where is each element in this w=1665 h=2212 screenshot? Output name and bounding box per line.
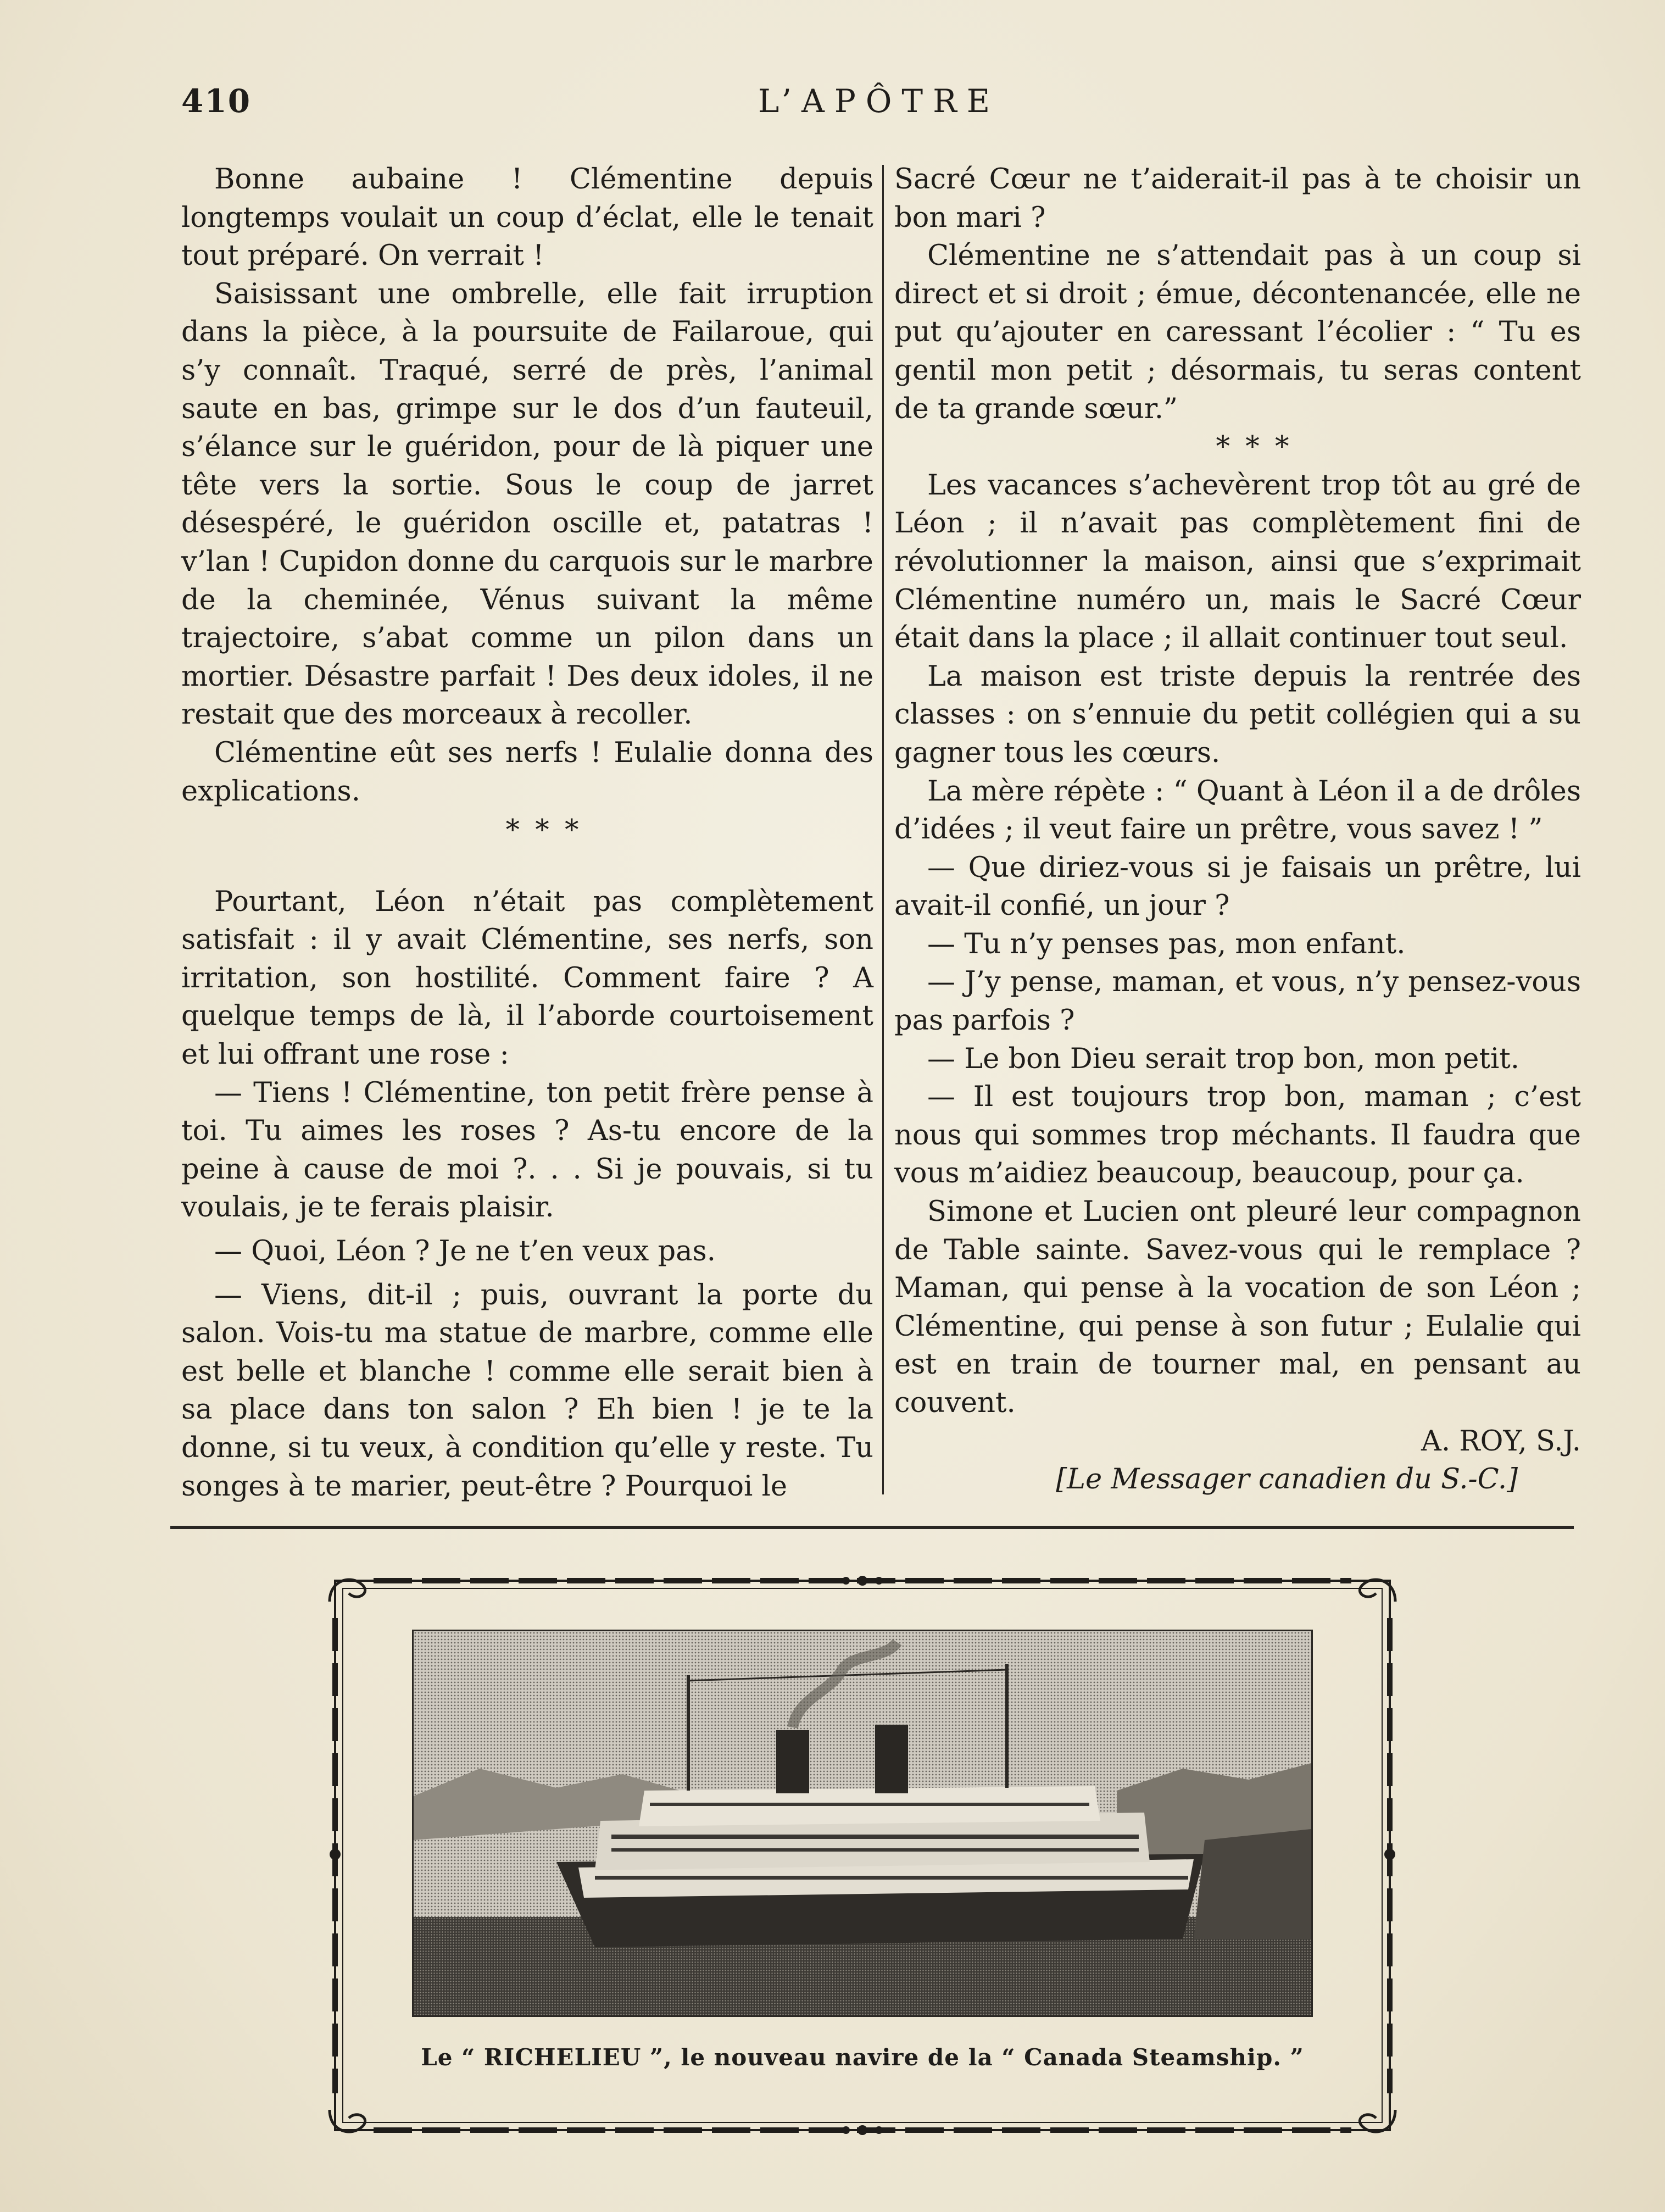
- paragraph: Clémentine eût ses nerfs ! Eulalie donna des explications.: [181, 736, 873, 808]
- paragraph: La mère répète : “ Quant à Léon il a de drôles d’idées ; il veut faire un prêtre, vous savez ! ”: [894, 775, 1581, 846]
- paragraph: — Viens, dit-il ; puis, ouvrant la porte du salon. Vois-tu ma statue de marbre, comme elle est belle et blanche ! comme elle serait bien à sa place dans ton salon ? Eh bien ! je te la donne, si tu veux, à condition qu’elle y reste. Tu songes à te marier, peut-être ? Pourquoi le: [181, 1279, 873, 1503]
- page-number: 410: [181, 82, 252, 120]
- paragraph: Sacré Cœur ne t’aiderait-il pas à te choisir un bon mari ?: [894, 163, 1581, 234]
- paragraph: Clémentine ne s’attendait pas à un coup si direct et si droit ; émue, décontenancée, elle ne put qu’ajouter en caressant l’écolier : “ Tu es gentil mon petit ; désormais, tu seras content de ta grande sœur.”: [894, 240, 1581, 425]
- paragraph: Simone et Lucien ont pleuré leur compagnon de Table sainte. Savez-vous qui le remplace ? Maman, qui pense à la vocation de son Léon ; Clémentine, qui pense à son futur ; Eulalie qui est en train de tourner mal, en pensant au couvent.: [894, 1196, 1581, 1419]
- paragraph: — Le bon Dieu serait trop bon, mon petit.: [927, 1042, 1519, 1075]
- section-separator: * * *: [505, 814, 582, 847]
- steamship-image: [414, 1631, 1311, 2015]
- section-separator: * * *: [1216, 431, 1293, 464]
- paragraph: Bonne aubaine ! Clémentine depuis longtemps voulait un coup d’éclat, elle le tenait tout préparé. On verrait !: [181, 163, 873, 273]
- paragraph: Les vacances s’achevèrent trop tôt au gré de Léon ; il n’avait pas complètement fini de révolutionner la maison, ainsi que s’exprimait Clémentine numéro un, mais le Sacré Cœur était dans la place ; il allait continuer tout seul.: [894, 469, 1581, 655]
- paragraph: — J’y pense, maman, et vous, n’y pensez-vous pas parfois ?: [894, 966, 1581, 1037]
- paragraph: Pourtant, Léon n’était pas complètement satisfait : il y avait Clémentine, ses nerfs, son irritation, son hostilité. Comment faire ? A quelque temps de là, il l’aborde courtoisement et lui offrant une rose :: [181, 885, 873, 1071]
- paragraph: — Il est toujours trop bon, maman ; c’est nous qui sommes trop méchants. Il faudra que vous m’aidiez beaucoup, beaucoup, pour ça.: [894, 1081, 1581, 1190]
- author-signature: A. ROY, S.J.: [1421, 1425, 1581, 1458]
- paragraph: — Tu n’y penses pas, mon enfant.: [927, 927, 1406, 960]
- paragraph: — Que diriez-vous si je faisais un prêtre, lui avait-il confié, un jour ?: [894, 851, 1581, 922]
- left-column: [181, 160, 873, 1505]
- page-header: [181, 82, 1577, 132]
- paragraph: Saisissant une ombrelle, elle fait irruption dans la pièce, à la poursuite de Failaroue, qui s’y connaît. Traqué, serré de près, l’animal saute en bas, grimpe sur le dos d’un fauteuil, s’élance sur le guéridon, pour de là piquer une tête vers la sortie. Sous le coup de jarret désespéré, le guéridon oscille et, patatras ! v’lan ! Cupidon donne du carquois sur le marbre de la cheminée, Vénus suivant la même trajectoire, s’abat comme un pilon dans un mortier. Désastre parfait ! Des deux idoles, il ne restait que des morceaux à recoller.: [181, 277, 873, 731]
- right-column: [894, 160, 1581, 1499]
- column-divider: [882, 165, 884, 1494]
- source-citation: [Le Messager canadien du S.-C.]: [1056, 1463, 1518, 1496]
- journal-title: L’APÔTRE: [758, 82, 1000, 120]
- paragraph: La maison est triste depuis la rentrée des classes : on s’ennuie du petit collégien qui a su gagner tous les cœurs.: [894, 660, 1581, 769]
- paragraph: — Quoi, Léon ? Je ne t’en veux pas.: [214, 1235, 716, 1268]
- figure-caption: Le “ RICHELIEU ”, le nouveau navire de la “ Canada Steamship. ”: [421, 2044, 1304, 2071]
- paragraph: — Tiens ! Clémentine, ton petit frère pense à toi. Tu aimes les roses ? As-tu encore de la peine à cause de moi ?. . . Si je pouvais, si tu voulais, je te ferais plaisir.: [181, 1076, 873, 1224]
- section-rule: [170, 1526, 1574, 1529]
- ship-photograph: [412, 1630, 1313, 2017]
